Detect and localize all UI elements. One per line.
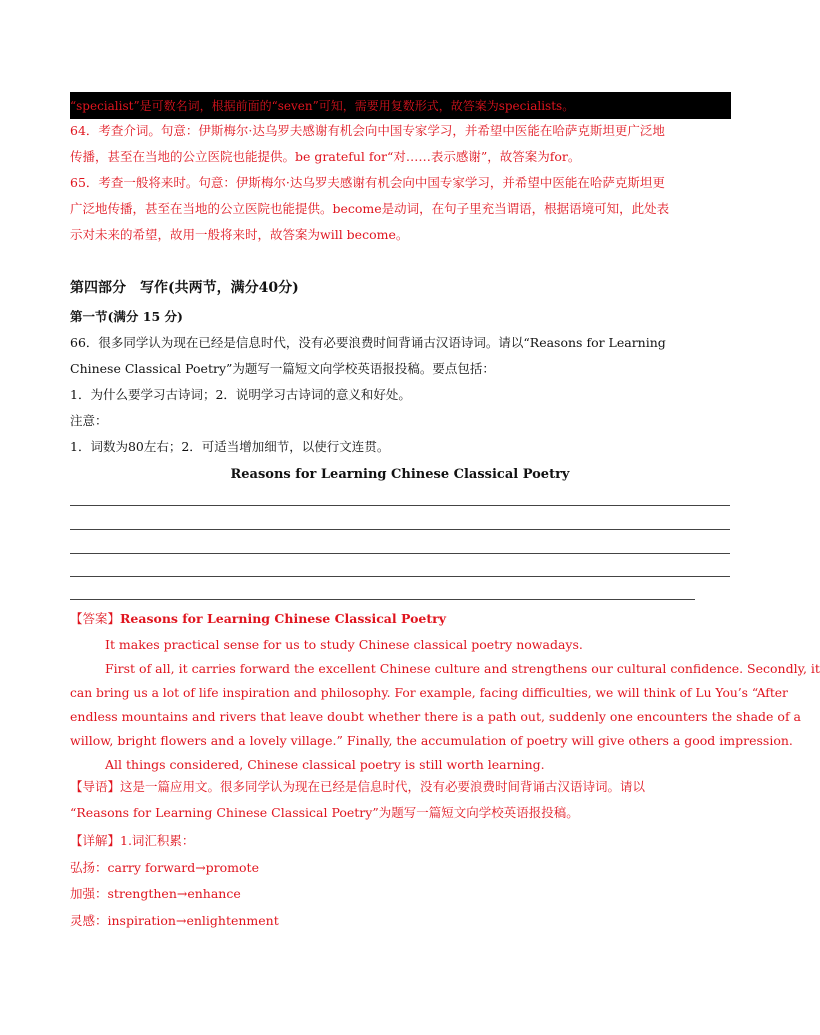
vocab-item-2: 加强：strengthen→enhance <box>70 886 241 901</box>
answer-paragraph-2-line-2: can bring us a lot of life inspiration and philosophy. For example, facing difficulties, we will think of Lu You’s “After <box>70 686 788 700</box>
answer-paragraph-2-line-3: endless mountains and rivers that leave doubt whether there is a path out, suddenly one encounters the shade of a <box>70 709 802 724</box>
writing-line <box>70 553 730 554</box>
vocab-item-3: 灵感：inspiration→enlightenment <box>70 913 279 928</box>
q66-line-3: 1．为什么要学习古诗词；2．说明学习古诗词的意义和好处。 <box>70 387 411 402</box>
detail-heading: 【详解】1.词汇积累： <box>70 833 195 848</box>
q66-line-1: 66．很多同学认为现在已经是信息时代，没有必要浪费时间背诵古汉语诗词。请以“Reasons for Learning <box>70 335 666 350</box>
specialist-explanation: “specialist”是可数名词，根据前面的“seven”可知，需要用复数形式，故答案为specialists。 <box>70 99 575 113</box>
writing-line <box>70 529 730 530</box>
q66-line-2: Chinese Classical Poetry”为题写一篇短文向学校英语报投稿。要点包括： <box>70 361 495 376</box>
answer-paragraph-2-line-4: willow, bright flowers and a lovely village.” Finally, the accumulation of poetry will give others a good impression. <box>70 733 793 748</box>
writing-line <box>70 505 730 506</box>
writing-line <box>70 599 695 600</box>
q64-line-2: 传播，甚至在当地的公立医院也能提供。be grateful for“对……表示感谢”，故答案为for。 <box>70 149 581 164</box>
q66-line-5: 1．词数为80左右；2．可适当增加细节，以使行文连贯。 <box>70 439 390 454</box>
answer-title: Reasons for Learning Chinese Classical Poetry <box>120 611 446 626</box>
answer-paragraph-2-line-1: First of all, it carries forward the excellent Chinese culture and strengthens our cultural confidence. Secondly, it <box>105 661 820 676</box>
answer-paragraph-1: It makes practical sense for us to study Chinese classical poetry nowadays. <box>105 637 583 652</box>
q65-line-2: 广泛地传播，甚至在当地的公立医院也能提供。become是动词，在句子里充当谓语，根据语境可知，此处表 <box>70 201 670 216</box>
section1-heading: 第一节(满分 15 分) <box>70 309 183 324</box>
essay-title: Reasons for Learning Chinese Classical Poetry <box>230 467 570 482</box>
writing-line <box>70 576 730 577</box>
q65-line-3: 示对未来的希望，故用一般将来时，故答案为will become。 <box>70 227 409 242</box>
guide-line-2: “Reasons for Learning Chinese Classical Poetry”为题写一篇短文向学校英语报投稿。 <box>70 805 579 820</box>
q64-line-1: 64．考查介词。句意：伊斯梅尔·达乌罗夫感谢有机会向中国专家学习，并希望中医能在哈萨克斯坦更广泛地 <box>70 123 665 138</box>
answer-tag: 【答案】 <box>70 611 121 626</box>
answer-heading <box>70 606 730 632</box>
part4-heading: 第四部分 写作(共两节，满分40分) <box>70 280 299 296</box>
vocab-item-1: 弘扬：carry forward→promote <box>70 860 259 875</box>
q65-line-1: 65．考查一般将来时。句意：伊斯梅尔·达乌罗夫感谢有机会向中国专家学习，并希望中医能在哈萨克斯坦更 <box>70 175 665 190</box>
guide-line-1: 【导语】这是一篇应用文。很多同学认为现在已经是信息时代，没有必要浪费时间背诵古汉语诗词。请以 <box>70 779 646 794</box>
q66-note-label: 注意： <box>70 413 108 428</box>
answer-paragraph-3: All things considered, Chinese classical poetry is still worth learning. <box>105 757 545 772</box>
highlighted-answer-line <box>70 92 731 119</box>
